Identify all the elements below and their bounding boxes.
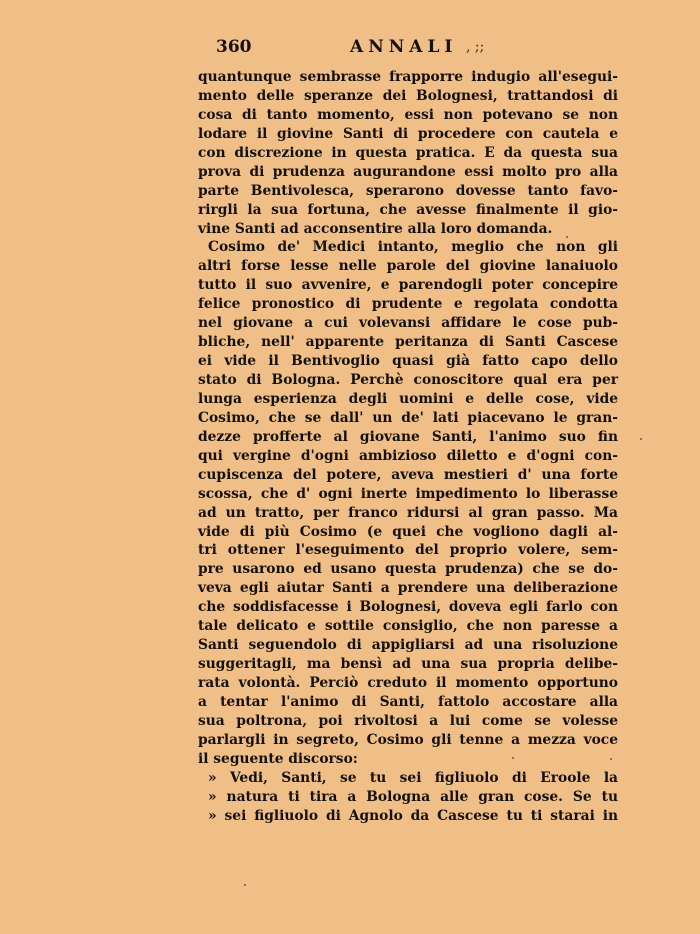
ink-speck (512, 757, 514, 759)
text-line: Santi seguendolo di appigliarsi ad una risoluzione (198, 637, 618, 654)
text-line: veva egli aiutar Santi a prendere una deliberazione (198, 580, 618, 597)
header-ornament: , ;; (466, 39, 485, 55)
text-line: ad un tratto, per franco ridursi al gran passo. Ma (198, 504, 618, 521)
text-line: altri forse lesse nelle parole del giovine lanaiuolo (198, 258, 618, 275)
text-line: lodare il giovine Santi di procedere con cautela e (198, 125, 618, 142)
text-line: dezze profferte al giovane Santi, l'animo suo fin (198, 428, 618, 445)
text-line: sua poltrona, poi rivoltosi a lui come se volesse (198, 712, 618, 729)
text-line: a tentar l'animo di Santi, fattolo accostare alla (198, 693, 618, 710)
text-line: quantunque sembrasse frapporre indugio all'esegui- (198, 69, 618, 85)
text-line: parlargli in segreto, Cosimo gli tenne a mezza voce (198, 731, 618, 748)
text-line: tri ottener l'eseguimento del proprio volere, sem- (198, 542, 618, 559)
text-line: mento delle speranze dei Bolognesi, trattandosi di (198, 87, 618, 104)
body-text (198, 68, 618, 826)
text-line: Cosimo de' Medici intanto, meglio che non gli (208, 239, 618, 256)
text-line: rirgli la sua fortuna, che avesse finalmente il gio- (198, 201, 618, 218)
text-line: suggeritagli, ma bensì ad una sua propria delibe- (198, 656, 618, 673)
text-line: prova di prudenza augurandone essi molto pro alla (198, 163, 618, 180)
text-line: tutto il suo avvenire, e parendogli poter concepire (198, 277, 618, 294)
text-line: vine Santi ad acconsentire alla loro domanda. (198, 220, 553, 237)
text-line: lunga esperienza degli uomini e delle cose, vide (198, 390, 618, 407)
text-line: bliche, nell' apparente peritanza di Santi Cascese (198, 334, 618, 351)
running-title: ANNALI (350, 37, 458, 57)
text-line: stato di Bologna. Perchè conoscitore qual era per (198, 372, 618, 388)
text-line: nel giovane a cui volevansi affidare le cose pub- (198, 315, 618, 332)
ink-speck (244, 884, 246, 886)
text-line: felice pronostico di prudente e regolata condotta (198, 296, 618, 313)
text-line: con discrezione in questa pratica. E da questa sua (198, 144, 618, 161)
text-line: il seguente discorso: (198, 750, 358, 767)
text-line: rata volontà. Perciò creduto il momento opportuno (198, 675, 618, 691)
text-line: » Vedi, Santi, se tu sei figliuolo di Eroole la (208, 769, 618, 786)
text-line: » natura ti tira a Bologna alle gran cose. Se tu (208, 788, 618, 805)
text-line: ei vide il Bentivoglio quasi già fatto capo dello (198, 353, 618, 370)
text-line: vide di più Cosimo (e quei che vogliono dagli al- (198, 523, 618, 540)
text-line: parte Bentivolesca, sperarono dovesse tanto favo- (198, 182, 618, 199)
text-line: cupiscenza del potere, aveva mestieri d' una forte (198, 466, 618, 483)
text-line: qui vergine d'ogni ambizioso diletto e d'ogni con- (198, 447, 618, 464)
text-line: » sei figliuolo di Agnolo da Cascese tu ti starai in (208, 807, 618, 824)
page-number: 360 (216, 37, 252, 57)
ink-speck (610, 758, 612, 760)
text-line: pre usarono ed usano questa prudenza) che se do- (198, 561, 618, 578)
text-line: cosa di tanto momento, essi non potevano se non (198, 106, 618, 123)
running-head (198, 34, 618, 60)
text-line: che soddisfacesse i Bolognesi, doveva egli farlo con (198, 599, 618, 616)
ink-speck (640, 438, 642, 440)
text-line: tale delicato e sottile consiglio, che non paresse a (198, 618, 618, 635)
text-line: scossa, che d' ogni inerte impedimento lo liberasse (198, 485, 618, 502)
ink-speck (566, 236, 568, 238)
text-line: Cosimo, che se dall' un de' lati piacevano le gran- (198, 409, 618, 426)
